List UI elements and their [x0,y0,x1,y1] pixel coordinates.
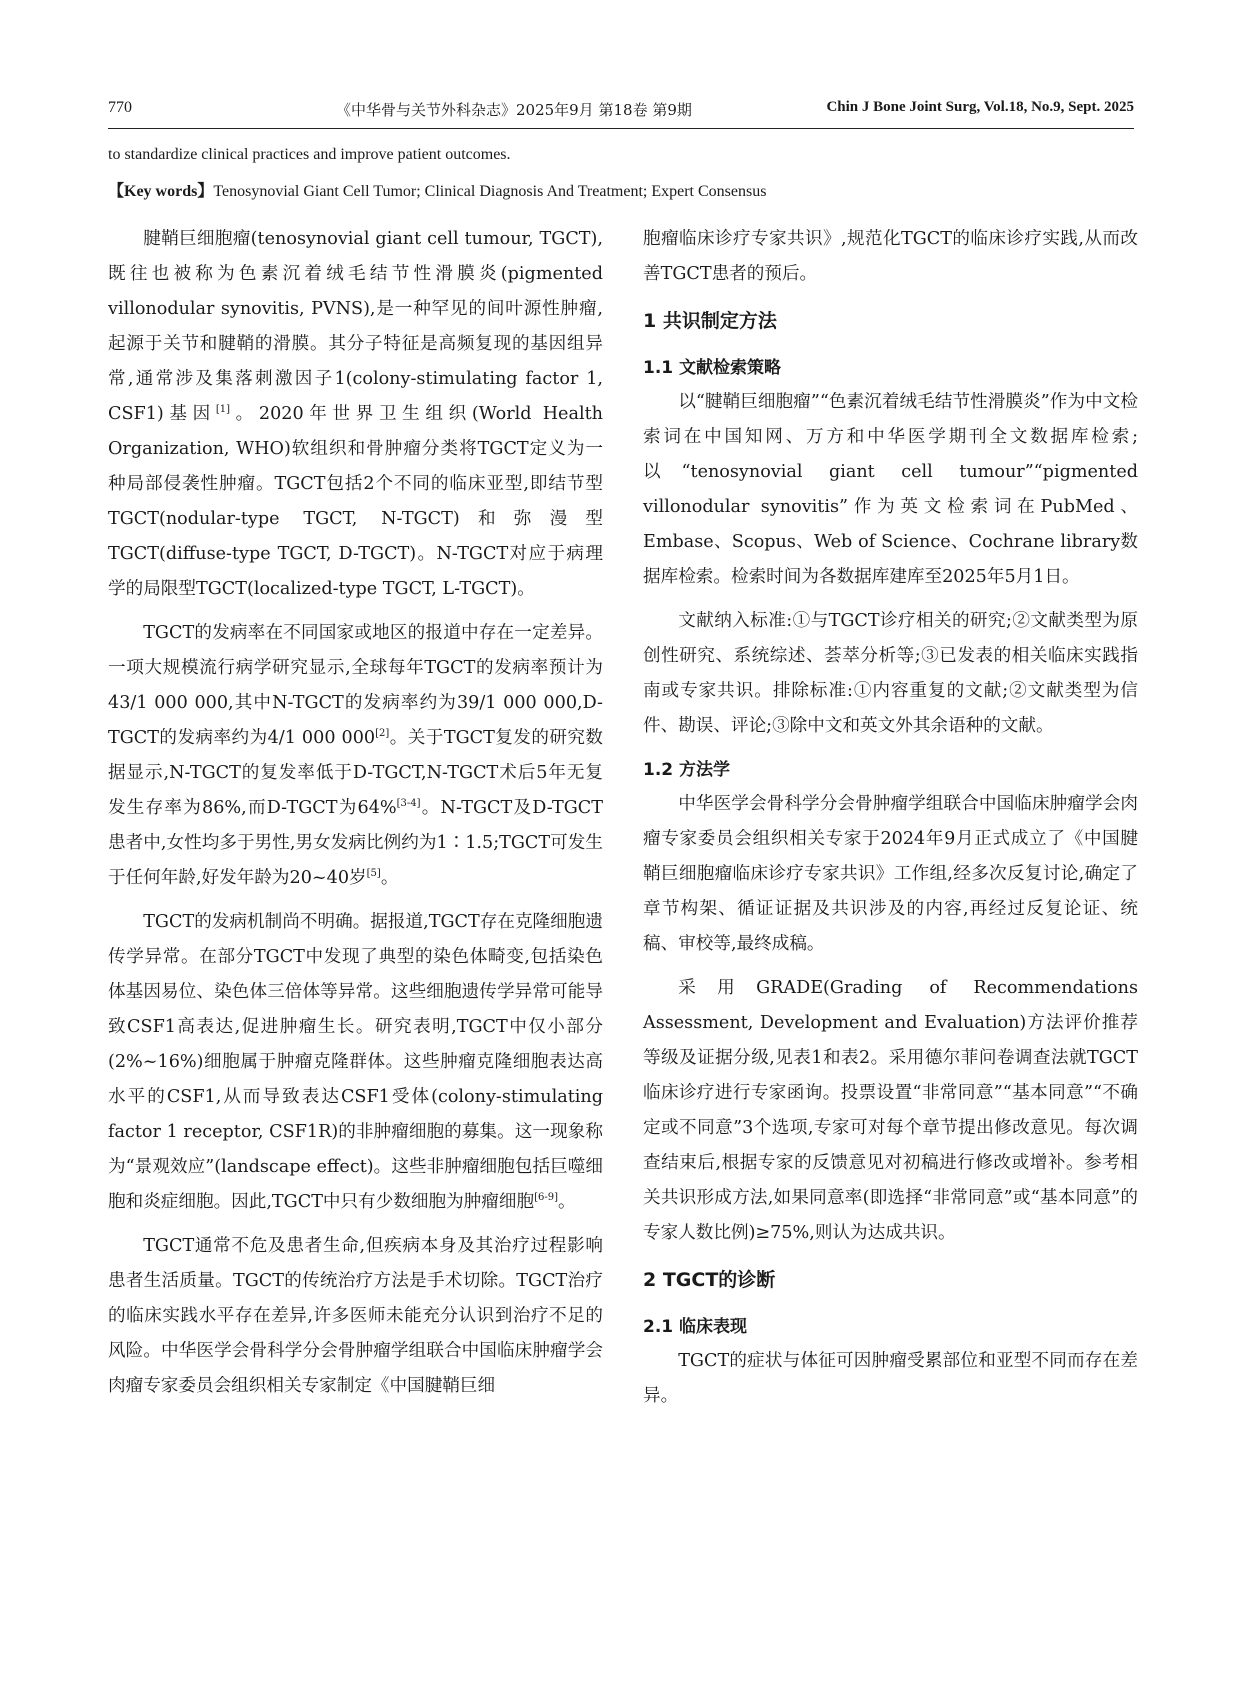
paragraph: 中华医学会骨科学分会骨肿瘤学组联合中国临床肿瘤学会肉瘤专家委员会组织相关专家于2024年9月正式成立了《中国腱鞘巨细胞瘤临床诊疗专家共识》工作组,经多次反复讨论,确定了章节构架、循证证据及共识涉及的内容,再经过反复论证、统稿、审校等,最终成稿。 [643,794,1138,954]
header-rule [108,128,1134,129]
left-column [108,222,603,1413]
subsection-heading: 1.1 文献检索策略 [643,358,782,378]
page-number: 770 [108,99,132,116]
paragraph: TGCT的症状与体征可因肿瘤受累部位和亚型不同而存在差异。 [643,1351,1138,1406]
keywords-label: 【Key words】 [108,183,214,200]
journal-title-cn: 《中华骨与关节外科杂志》2025年9月 第18卷 第9期 [336,101,692,119]
paragraph: 文献纳入标准:①与TGCT诊疗相关的研究;②文献类型为原创性研究、系统综述、荟萃分析等;③已发表的相关临床实践指南或专家共识。排除标准:①内容重复的文献;②文献类型为信件、勘误、评论;③除中文和英文外其余语种的文献。 [643,611,1138,736]
paragraph: TGCT的发病机制尚不明确。据报道,TGCT存在克隆细胞遗传学异常。在部分TGCT中发现了典型的染色体畸变,包括染色体基因易位、染色体三倍体等异常。这些细胞遗传学异常可能导致CSF1高表达,促进肿瘤生长。研究表明,TGCT中仅小部分(2%~16%)细胞属于肿瘤克隆群体。这些肿瘤克隆细胞表达高水平的CSF1,从而导致表达CSF1受体(colony-stimulating factor 1 receptor, CSF1R)的非肿瘤细胞的募集。这一现象称为“景观效应”(landscape effect)。这些非肿瘤细胞包括巨噬细胞和炎症细胞。因此,TGCT中只有少数细胞为肿瘤细胞[6-9]。 [108,912,603,1212]
paragraph: TGCT的发病率在不同国家或地区的报道中存在一定差异。一项大规模流行病学研究显示,全球每年TGCT的发病率预计为43/1 000 000,其中N-TGCT的发病率约为39/1 000 000,D-TGCT的发病率约为4/1 000 000[2]。关于TGCT复发的研究数据显示,N-TGCT的复发率低于D-TGCT,N-TGCT术后5年无复发生存率为86%,而D-TGCT为64%[3-4]。N-TGCT及D-TGCT患者中,女性均多于男性,男女发病比例约为1∶1.5;TGCT可发生于任何年龄,好发年龄为20~40岁[5]。 [108,623,604,888]
subsection-heading: 2.1 临床表现 [643,1317,748,1337]
section-heading: 2 TGCT的诊断 [643,1269,776,1291]
keywords [108,178,766,201]
paragraph: 采用GRADE(Grading of Recommendations Assessment, Development and Evaluation)方法评价推荐等级及证据分级,见表1和表2。采用德尔菲问卷调查法就TGCT临床诊疗进行专家函询。投票设置“非常同意”“基本同意”“不确定或不同意”3个选项,专家可对每个章节提出修改意见。每次调查结束后,根据专家的反馈意见对初稿进行修改或增补。参考相关共识形成方法,如果同意率(即选择“非常同意”或“基本同意”的专家人数比例)≥75%,则认为达成共识。 [643,978,1138,1243]
right-column [643,222,1138,1423]
abstract-tail: to standardize clinical practices and improve patient outcomes. [108,146,511,163]
paragraph: 胞瘤临床诊疗专家共识》,规范化TGCT的临床诊疗实践,从而改善TGCT患者的预后。 [643,229,1138,284]
running-header [108,99,1134,121]
subsection-heading: 1.2 方法学 [643,760,731,780]
paragraph: 腱鞘巨细胞瘤(tenosynovial giant cell tumour, TGCT),既往也被称为色素沉着绒毛结节性滑膜炎(pigmented villonodular synovitis, PVNS),是一种罕见的间叶源性肿瘤,起源于关节和腱鞘的滑膜。其分子特征是高频复现的基因组异常,通常涉及集落刺激因子1(colony-stimulating factor 1, CSF1)基因[1]。2020年世界卫生组织(World Health Organization, WHO)软组织和骨肿瘤分类将TGCT定义为一种局部侵袭性肿瘤。TGCT包括2个不同的临床亚型,即结节型TGCT(nodular-type TGCT, N-TGCT)和弥漫型TGCT(diffuse-type TGCT, D-TGCT)。N-TGCT对应于病理学的局限型TGCT(localized-type TGCT, L-TGCT)。 [108,229,603,599]
journal-title-en: Chin J Bone Joint Surg, Vol.18, No.9, Sept. 2025 [826,99,1134,115]
keywords-text: Tenosynovial Giant Cell Tumor; Clinical Diagnosis And Treatment; Expert Consensus [213,183,767,200]
paragraph: TGCT通常不危及患者生命,但疾病本身及其治疗过程影响患者生活质量。TGCT的传统治疗方法是手术切除。TGCT治疗的临床实践水平存在差异,许多医师未能充分认识到治疗不足的风险。中华医学会骨科学分会骨肿瘤学组联合中国临床肿瘤学会肉瘤专家委员会组织相关专家制定《中国腱鞘巨细 [108,1236,603,1396]
section-heading: 1 共识制定方法 [643,310,777,332]
paragraph: 以“腱鞘巨细胞瘤”“色素沉着绒毛结节性滑膜炎”作为中文检索词在中国知网、万方和中华医学期刊全文数据库检索;以“tenosynovial giant cell tumour”“pigmented villonodular synovitis”作为英文检索词在PubMed、Embase、Scopus、Web of Science、Cochrane library数据库检索。检索时间为各数据库建库至2025年5月1日。 [643,392,1138,587]
